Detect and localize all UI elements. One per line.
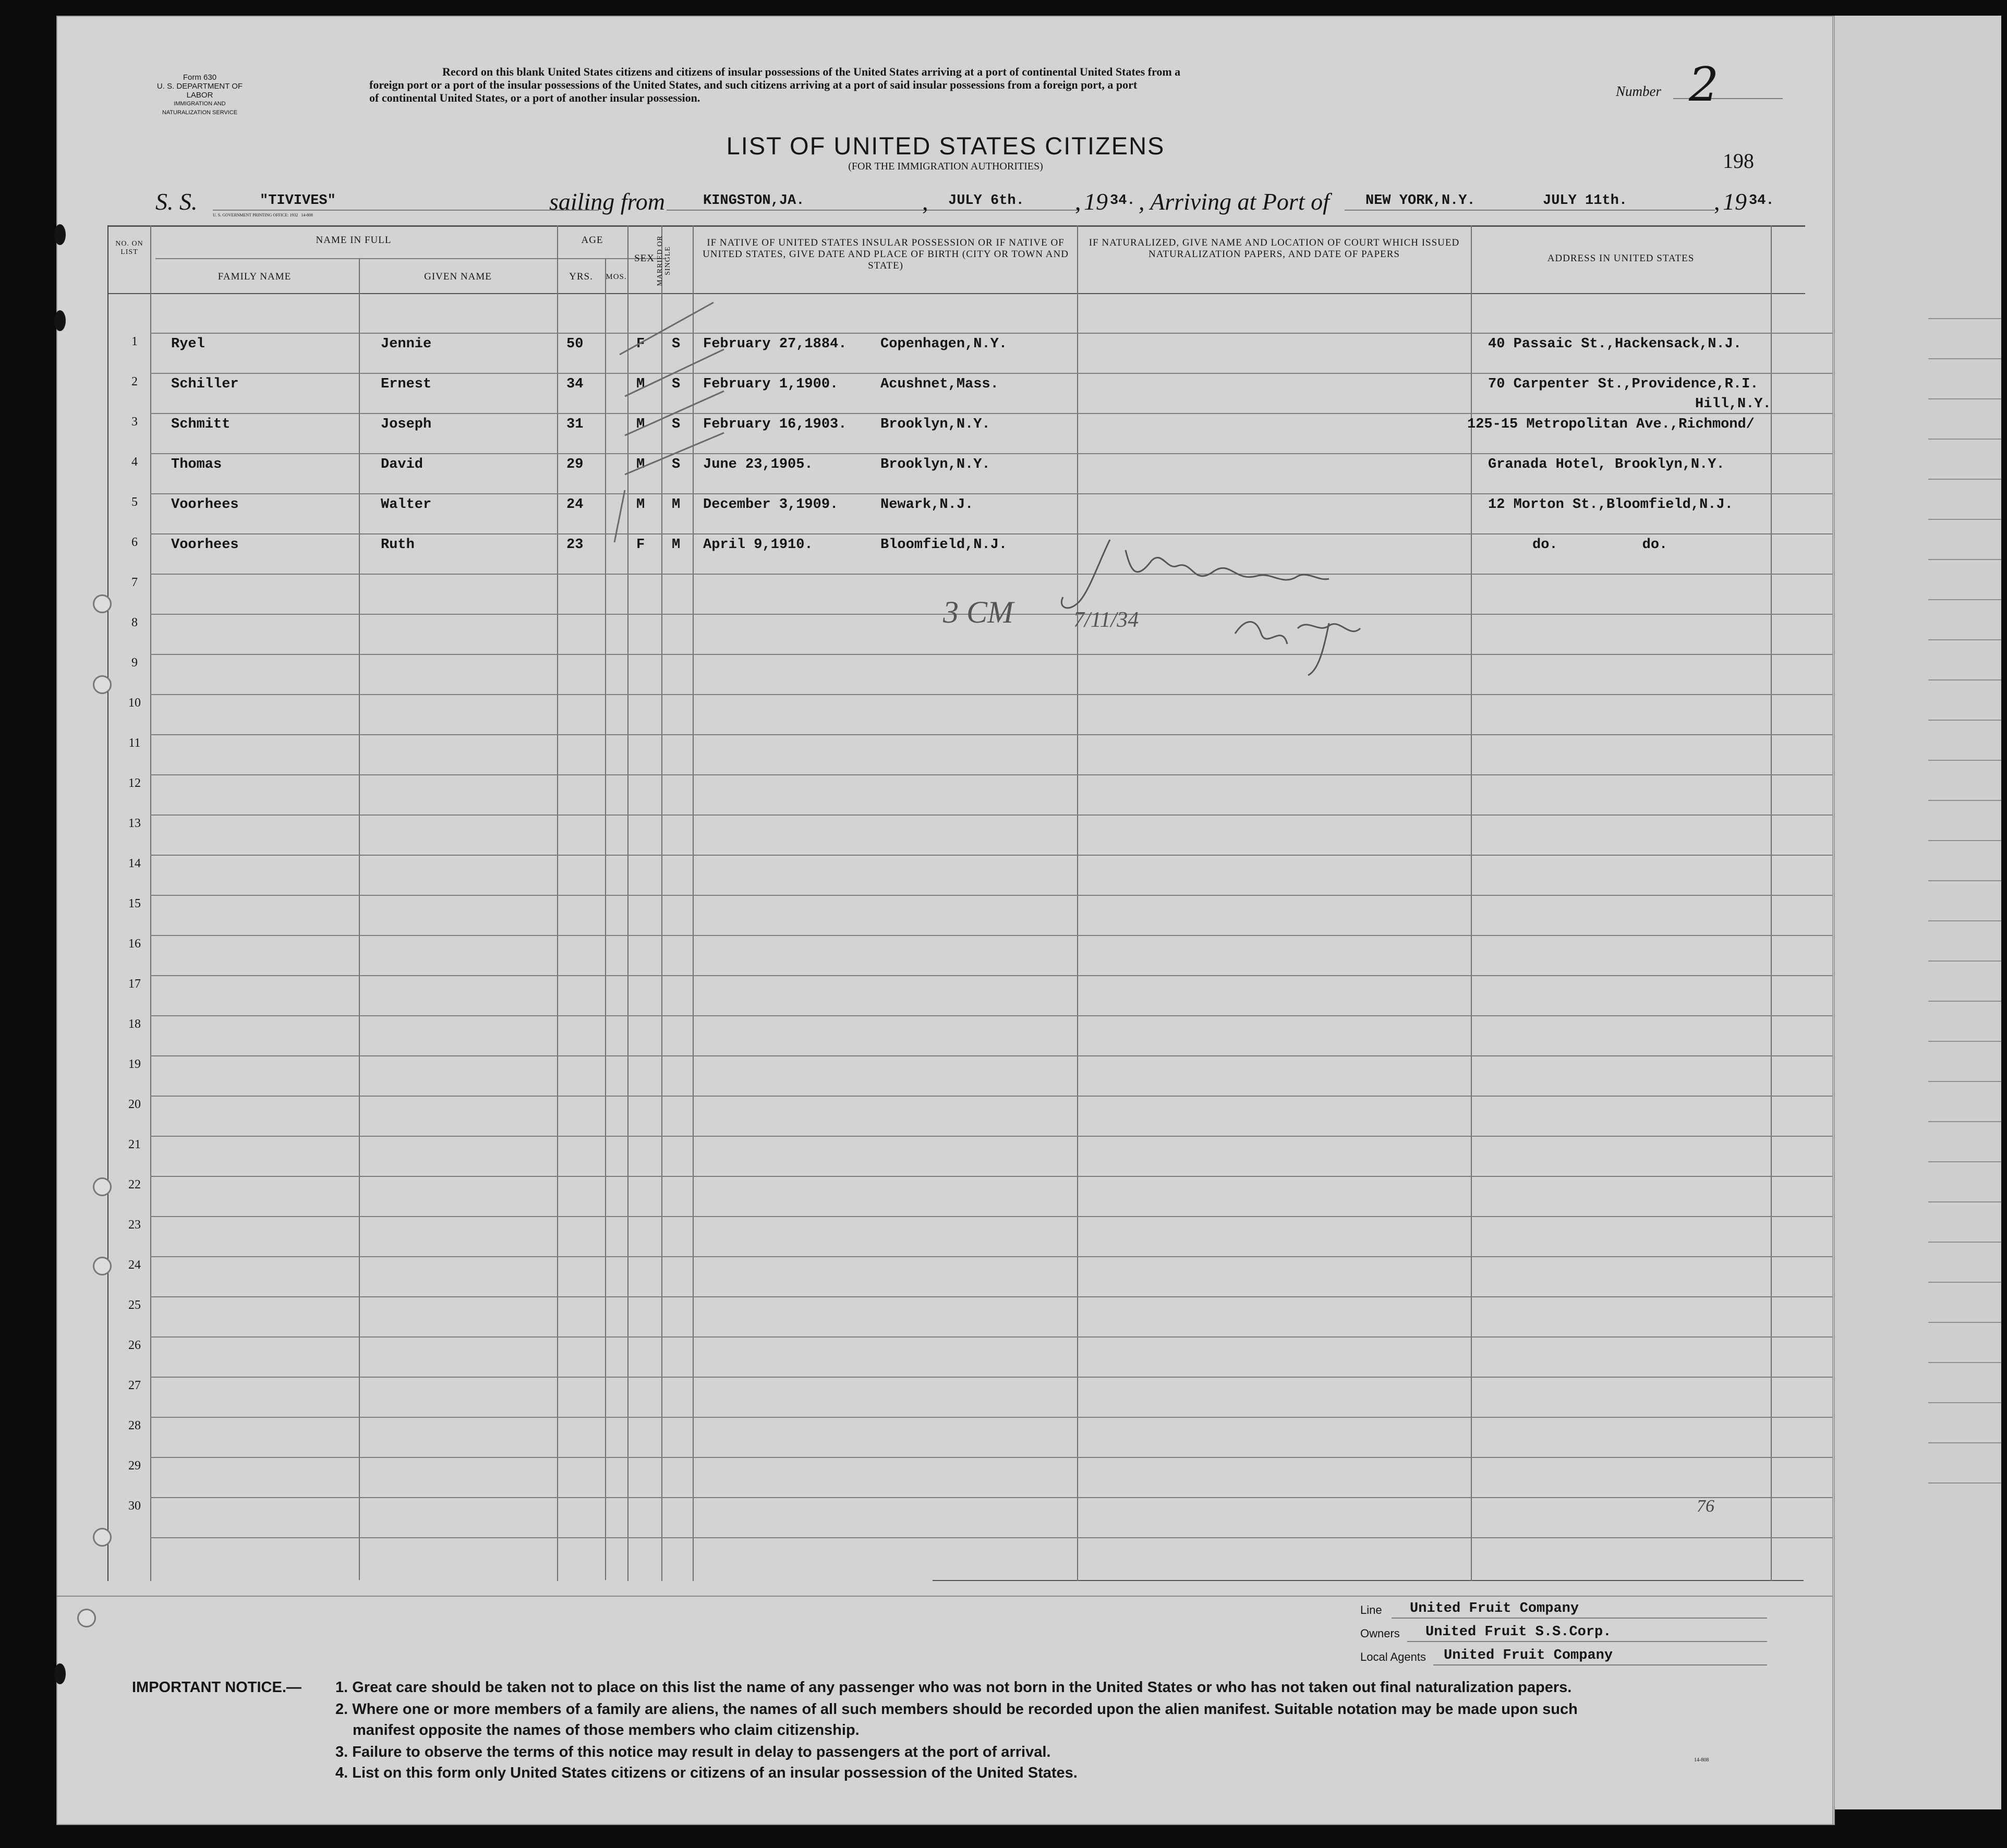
back-sheet-rule	[1928, 639, 2001, 640]
row-rule	[150, 373, 1832, 374]
birth-place-cell: Newark,N.J.	[880, 497, 974, 513]
header-married-single: MARRIED OR SINGLE	[656, 235, 672, 286]
row-number: 13	[128, 817, 141, 830]
form-number: Form 630	[183, 73, 217, 82]
birth-date-cell: February 16,1903.	[703, 417, 847, 432]
row-number: 27	[128, 1379, 141, 1392]
given-name-cell: Walter	[381, 497, 432, 513]
line-underline	[1392, 1618, 1767, 1619]
marital-cell: S	[672, 376, 681, 392]
header-sex: SEX	[634, 253, 655, 264]
instruction-line-1: Record on this blank United States citizens and citizens of insular possessions of the United States arriving at a port of continental United States from a	[442, 65, 1181, 78]
row-rule	[150, 453, 1832, 454]
birth-date-cell: February 1,1900.	[703, 376, 839, 392]
notice-2b: manifest opposite the names of those members who claim citizenship.	[353, 1722, 860, 1738]
back-sheet-rule	[1928, 559, 2001, 560]
row-number: 22	[128, 1178, 141, 1192]
row-number: 6	[131, 536, 138, 549]
row-number: 11	[128, 736, 141, 750]
binder-hole	[54, 224, 66, 245]
row-number: 5	[131, 495, 138, 509]
col-rule-given	[557, 225, 558, 1581]
back-sheet-rule	[1928, 599, 2001, 600]
birth-place-cell: Bloomfield,N.J.	[880, 537, 1008, 553]
row-rule	[150, 1256, 1832, 1257]
notice-2a: 2. Where one or more members of a family are aliens, the names of all such members should be recorded upon the alien manifest. Suitable notation may be made upon such	[335, 1701, 1578, 1718]
family-name-cell: Voorhees	[171, 537, 239, 553]
family-name-cell: Schiller	[171, 376, 239, 392]
back-sheet-rule	[1928, 1362, 2001, 1363]
birth-place-cell: Acushnet,Mass.	[880, 376, 999, 392]
printing-office: U. S. GOVERNMENT PRINTING OFFICE: 1932	[213, 213, 298, 217]
line-value: United Fruit Company	[1410, 1601, 1579, 1616]
back-sheet-rule	[1928, 1201, 2001, 1202]
row-rule	[150, 1216, 1832, 1217]
address-cell: Granada Hotel, Brooklyn,N.Y.	[1488, 457, 1725, 472]
back-sheet-rule	[1928, 1001, 2001, 1002]
marital-cell: M	[672, 537, 681, 553]
back-sheet-rule	[1928, 1081, 2001, 1082]
birth-place-cell: Brooklyn,N.Y.	[880, 417, 990, 432]
number-label: Number	[1616, 83, 1661, 99]
back-sheet-rule	[1928, 1282, 2001, 1283]
row-number: 10	[128, 696, 141, 710]
back-sheet-rule	[1928, 1482, 2001, 1484]
row-rule	[150, 814, 1832, 816]
year-prefix-1: 19	[1084, 188, 1108, 215]
row-number: 30	[128, 1499, 141, 1513]
sex-cell: M	[636, 457, 645, 472]
row-rule	[150, 1136, 1832, 1137]
row-rule	[150, 654, 1832, 655]
row-number: 18	[128, 1017, 141, 1031]
printing-code: 14-808	[301, 213, 313, 217]
row-number: 20	[128, 1098, 141, 1111]
row30-mark: 76	[1697, 1497, 1714, 1516]
col-rule-address	[1771, 225, 1772, 1581]
arrival-year: 34.	[1749, 193, 1774, 209]
age-cell: 23	[566, 537, 584, 553]
header-birth: IF NATIVE OF UNITED STATES INSULAR POSSESSION OR IF NATIVE OF UNITED STATES, GIVE DATE AND PLACE OF BIRTH (CITY OR TOWN AND STATE)	[703, 237, 1069, 271]
row-rule	[150, 895, 1832, 896]
row-rule	[150, 533, 1832, 534]
row-rule	[150, 1417, 1832, 1418]
table-bottom-border	[933, 1580, 1804, 1581]
age-cell: 50	[566, 336, 584, 352]
row-number: 2	[131, 375, 138, 388]
address-cell: 70 Carpenter St.,Providence,R.I.	[1488, 376, 1759, 392]
sailing-from: KINGSTON,JA.	[703, 193, 805, 209]
row-number: 23	[128, 1218, 141, 1232]
marital-cell: S	[672, 457, 681, 472]
line-label: Line	[1360, 1603, 1382, 1616]
service-name: IMMIGRATION AND NATURALIZATION SERVICE	[162, 101, 238, 116]
marital-cell: S	[672, 336, 681, 352]
sex-cell: M	[636, 376, 645, 392]
row-rule	[150, 1015, 1832, 1016]
back-sheet-rule	[1928, 1161, 2001, 1162]
back-sheet-rule	[1928, 961, 2001, 962]
ship-underline	[213, 210, 599, 211]
arriving-label-text: Arriving at Port of	[1150, 188, 1329, 215]
address-continuation-cell: Hill,N.Y.	[1695, 396, 1771, 412]
check-mark	[625, 349, 724, 396]
owners-label: Owners	[1360, 1627, 1400, 1640]
check-mark	[625, 433, 724, 475]
age-cell: 29	[566, 457, 584, 472]
row-rule	[150, 975, 1832, 976]
marital-cell: S	[672, 417, 681, 432]
back-sheet-rule	[1928, 880, 2001, 881]
row-rule	[150, 574, 1832, 575]
owners-underline	[1407, 1641, 1767, 1642]
header-age: AGE	[581, 235, 603, 246]
header-naturalized: IF NATURALIZED, GIVE NAME AND LOCATION OF COURT WHICH ISSUED NATURALIZATION PAPERS, AND DATE OF PAPERS	[1089, 237, 1460, 260]
sailing-label: sailing from	[549, 188, 665, 215]
row-rule	[150, 1457, 1832, 1458]
back-sheet-rule	[1928, 398, 2001, 399]
notice-label: IMPORTANT NOTICE.—	[132, 1679, 301, 1696]
birth-date-cell: February 27,1884.	[703, 336, 847, 352]
col-rule-left	[107, 225, 108, 1581]
binder-hole	[54, 310, 66, 331]
sex-cell: F	[636, 336, 645, 352]
header-name-in-full: NAME IN FULL	[316, 235, 392, 246]
department-name: U. S. DEPARTMENT OF LABOR	[156, 82, 243, 100]
punch-hole	[93, 1177, 112, 1196]
sex-cell: F	[636, 537, 645, 553]
row-rule	[150, 1537, 1832, 1538]
family-name-cell: Voorhees	[171, 497, 239, 513]
marital-cell: M	[672, 497, 681, 513]
col-rule-family	[359, 258, 360, 1580]
row-rule	[150, 774, 1832, 775]
sailing-underline	[667, 210, 980, 211]
row-rule	[150, 333, 1832, 334]
back-sheet-rule	[1928, 679, 2001, 680]
footer-divider	[56, 1596, 1832, 1597]
header-mos: MOS.	[606, 273, 627, 281]
footer-form-code: 14-808	[1694, 1757, 1709, 1763]
back-sheet-rule	[1928, 1242, 2001, 1243]
back-sheet-rule	[1928, 1402, 2001, 1403]
arrival-date-underline	[1532, 210, 1715, 211]
page-subtitle: (FOR THE IMMIGRATION AUTHORITIES)	[848, 161, 1043, 172]
check-mark	[614, 490, 625, 542]
table-header-bottom	[107, 293, 1805, 294]
age-cell: 24	[566, 497, 584, 513]
header-no-on-list: NO. ON LIST	[115, 240, 143, 256]
back-sheet-rule	[1928, 358, 2001, 359]
col-rule-no	[150, 225, 151, 1581]
back-sheet-rule	[1928, 519, 2001, 520]
year-prefix-2: 19	[1723, 188, 1747, 215]
notice-1: 1. Great care should be taken not to place on this list the name of any passenger who was not born in the United States or who has not taken out final naturalization papers.	[335, 1679, 1572, 1696]
number-value: 2	[1689, 57, 1719, 112]
row-number: 3	[131, 415, 138, 429]
notice-4: 4. List on this form only United States citizens or citizens of an insular possession of the United States.	[335, 1765, 1078, 1781]
depart-date: JULY 6th.	[948, 193, 1024, 209]
row-rule	[150, 694, 1832, 695]
instruction-line-3: of continental United States, or a port of another insular possession.	[369, 91, 700, 104]
row-number: 9	[131, 656, 138, 670]
row-number: 8	[131, 616, 138, 629]
binder-hole	[54, 1663, 66, 1684]
punch-hole	[93, 594, 112, 613]
row-rule	[150, 734, 1832, 735]
row-number: 12	[128, 776, 141, 790]
handwritten-note-1: 3 CM	[943, 595, 1013, 629]
comma-3: ,	[1714, 188, 1720, 215]
given-name-cell: Jennie	[381, 336, 432, 352]
check-mark	[620, 302, 714, 355]
page-stamp-number: 198	[1723, 149, 1754, 173]
row-number: 24	[128, 1258, 141, 1272]
row-rule	[150, 1096, 1832, 1097]
given-name-cell: Joseph	[381, 417, 432, 432]
arrival-port: NEW YORK,N.Y.	[1365, 193, 1476, 209]
arrival-date: JULY 11th.	[1543, 193, 1628, 209]
row-rule	[150, 413, 1832, 414]
ship-name: "TIVIVES"	[260, 193, 336, 209]
family-name-cell: Schmitt	[171, 417, 231, 432]
family-name-cell: Thomas	[171, 457, 222, 472]
row-number: 26	[128, 1339, 141, 1352]
owners-value: United Fruit S.S.Corp.	[1425, 1624, 1612, 1640]
row-number: 16	[128, 937, 141, 951]
back-sheet-rule	[1928, 920, 2001, 921]
row-number: 29	[128, 1459, 141, 1473]
back-sheet-rule	[1928, 720, 2001, 721]
back-sheet-rule	[1928, 479, 2001, 480]
comma-1: ,	[922, 188, 928, 215]
instructions	[369, 65, 1569, 104]
row-number: 14	[128, 857, 141, 870]
comma-2: ,	[1075, 188, 1081, 215]
form-header-block	[150, 73, 249, 117]
row-number: 4	[131, 455, 138, 469]
depart-year: 34.	[1110, 193, 1135, 209]
back-sheet-rule	[1928, 800, 2001, 801]
back-sheet-rule	[1928, 1121, 2001, 1122]
row-rule	[150, 493, 1832, 494]
row-number: 15	[128, 897, 141, 910]
back-sheet-rule	[1928, 1442, 2001, 1443]
back-sheet-rule	[1928, 439, 2001, 440]
printing-office-note	[213, 213, 313, 217]
punch-hole	[93, 675, 112, 694]
row-rule	[150, 1336, 1832, 1338]
sex-cell: M	[636, 417, 645, 432]
depart-underline	[938, 210, 1079, 211]
name-age-subrule	[155, 258, 667, 259]
address-cell: do. do.	[1532, 537, 1668, 553]
manifest-page	[56, 16, 1835, 1825]
row-rule	[150, 1176, 1832, 1177]
back-sheet	[1820, 16, 2001, 1809]
arriving-label: , Arriving at Port of	[1139, 188, 1329, 215]
given-name-cell: Ernest	[381, 376, 432, 392]
row-rule	[150, 1055, 1832, 1056]
birth-place-cell: Brooklyn,N.Y.	[880, 457, 990, 472]
row-rule	[150, 855, 1832, 856]
family-name-cell: Ryel	[171, 336, 205, 352]
agents-label: Local Agents	[1360, 1650, 1426, 1663]
header-address: ADDRESS IN UNITED STATES	[1547, 253, 1695, 264]
col-rule-birth	[1077, 225, 1078, 1581]
row-rule	[150, 1377, 1832, 1378]
row-number: 25	[128, 1298, 141, 1312]
address-cell: 125-15 Metropolitan Ave.,Richmond/	[1467, 417, 1755, 432]
birth-place-cell: Copenhagen,N.Y.	[880, 336, 1008, 352]
instruction-line-2: foreign port or a port of the insular possessions of the United States, and such citizens arriving at a port of said insular possessions from a foreign port, a port	[369, 78, 1138, 91]
punch-hole	[93, 1528, 112, 1547]
row-number: 21	[128, 1138, 141, 1151]
notice-3: 3. Failure to observe the terms of this notice may result in delay to passengers at the port of arrival.	[335, 1744, 1051, 1760]
back-sheet-rule	[1928, 840, 2001, 841]
address-cell: 12 Morton St.,Bloomfield,N.J.	[1488, 497, 1733, 513]
back-sheet-rule	[1928, 760, 2001, 761]
ss-label: S. S.	[155, 188, 198, 215]
handwritten-note-2: 7/11/34	[1073, 608, 1139, 632]
birth-date-cell: April 9,1910.	[703, 537, 813, 553]
agents-underline	[1433, 1664, 1767, 1665]
check-mark	[625, 391, 724, 435]
row-number: 28	[128, 1419, 141, 1432]
header-given-name: GIVEN NAME	[424, 271, 492, 282]
punch-hole	[77, 1609, 96, 1627]
punch-hole	[93, 1257, 112, 1275]
back-sheet-rule	[1928, 1322, 2001, 1323]
header-family-name: FAMILY NAME	[217, 271, 292, 282]
signature-stroke	[1235, 622, 1360, 676]
address-cell: 40 Passaic St.,Hackensack,N.J.	[1488, 336, 1742, 352]
check-marks	[604, 292, 760, 563]
row-rule	[150, 1296, 1832, 1297]
birth-date-cell: December 3,1909.	[703, 497, 839, 513]
row-number: 19	[128, 1057, 141, 1071]
back-sheet-rule	[1928, 1041, 2001, 1042]
page-title: LIST OF UNITED STATES CITIZENS	[726, 132, 1165, 160]
age-cell: 34	[566, 376, 584, 392]
row-rule	[150, 935, 1832, 936]
birth-date-cell: June 23,1905.	[703, 457, 813, 472]
header-yrs: YRS.	[569, 271, 593, 282]
given-name-cell: Ruth	[381, 537, 415, 553]
signature-stroke	[1061, 540, 1329, 608]
back-sheet-rule	[1928, 318, 2001, 319]
age-cell: 31	[566, 417, 584, 432]
table-top-border	[107, 225, 1805, 227]
row-number: 7	[131, 576, 138, 589]
sheet-right-edge	[1832, 16, 1833, 1825]
row-number: 1	[131, 335, 138, 348]
sex-cell: M	[636, 497, 645, 513]
row-number: 17	[128, 977, 141, 991]
given-name-cell: David	[381, 457, 424, 472]
agents-value: United Fruit Company	[1444, 1648, 1613, 1663]
row-rule	[150, 1497, 1832, 1498]
